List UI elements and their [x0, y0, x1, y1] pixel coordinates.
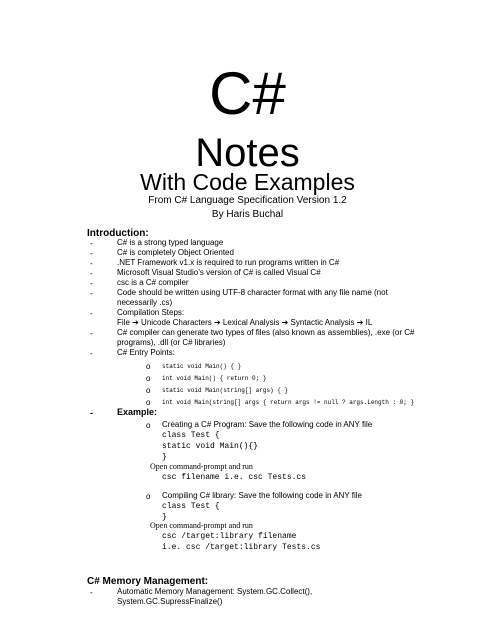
example1-code-line: }: [162, 453, 167, 462]
example1-code-line: class Test {: [162, 431, 220, 440]
example-label: Example:: [117, 407, 158, 417]
bullet-dash: -: [90, 269, 93, 278]
intro-item: C# compiler can generate two types of files (also known as assemblies), .exe (or C#: [117, 328, 415, 337]
example1-note: Open command-prompt and run: [150, 462, 253, 471]
intro-item: Compilation Steps:: [117, 308, 185, 317]
bullet-dash: -: [90, 329, 93, 338]
memory-heading: C# Memory Management:: [87, 576, 209, 587]
bullet-dash: -: [90, 289, 93, 298]
doc-subtitle: Notes: [195, 131, 300, 175]
bullet-dash: -: [90, 309, 93, 318]
example2-code-line: }: [162, 513, 167, 522]
example2-note: Open command-prompt and run: [150, 521, 253, 530]
intro-heading: Introduction:: [87, 228, 149, 239]
example2-cmd: csc /target:library filename: [162, 532, 297, 541]
doc-source: From C# Language Specification Version 1.2: [148, 195, 347, 206]
bullet-circle: o: [146, 362, 151, 371]
memory-item: Automatic Memory Management: System.GC.Collect(),: [117, 587, 313, 596]
intro-item: Microsoft Visual Studio’s version of C# is called Visual C#: [117, 268, 321, 277]
example2-cmd: i.e. csc /target:library Tests.cs: [162, 543, 321, 552]
bullet-circle: o: [146, 492, 151, 501]
example1-title: Creating a C# Program: Save the following code in ANY file: [162, 420, 373, 429]
bullet-dash: -: [90, 588, 93, 597]
intro-item: csc is a C# compiler: [117, 278, 189, 287]
doc-title: C#: [209, 60, 286, 127]
entry-point: static void Main(string[] args) { }: [162, 387, 289, 394]
intro-item: C# is a strong typed language: [117, 238, 224, 247]
example2-code-line: class Test {: [162, 502, 220, 511]
entry-point: int void Main(string[] args { return args != null ? args.Length : 0; }: [162, 399, 415, 406]
doc-author: By Haris Buchal: [211, 209, 284, 220]
intro-item-cont: File ➔ Unicode Characters ➔ Lexical Analysis ➔ Syntactic Analysis ➔ IL: [117, 318, 373, 327]
intro-item: Code should be written using UTF-8 character format with any file name (not: [117, 288, 388, 297]
memory-item-cont: System.GC.SupressFinalize(): [117, 597, 223, 606]
intro-item-cont: programs), .dll (or C# libraries): [117, 338, 226, 347]
bullet-dash: -: [90, 349, 93, 358]
intro-item: .NET Framework v1.x is required to run programs written in C#: [117, 258, 340, 267]
bullet-dash: -: [90, 408, 93, 418]
doc-subtitle-2: With Code Examples: [140, 169, 355, 195]
bullet-dash: -: [90, 259, 93, 268]
intro-item-cont: necessarily .cs): [117, 298, 173, 307]
entry-point: int void Main() { return 0; }: [162, 375, 267, 382]
example1-cmd: csc filename i.e. csc Tests.cs: [162, 473, 307, 482]
bullet-dash: -: [90, 279, 93, 288]
bullet-dash: -: [90, 239, 93, 248]
example1-code-line: static void Main(){}: [162, 442, 259, 451]
bullet-dash: -: [90, 249, 93, 258]
intro-item: C# is completely Object Oriented: [117, 248, 234, 257]
intro-item: C# Entry Points:: [117, 348, 175, 357]
bullet-circle: o: [146, 421, 151, 430]
example2-title: Compiling C# library: Save the following code in ANY file: [162, 491, 362, 500]
bullet-circle: o: [146, 398, 151, 407]
entry-point: static void Main() { }: [162, 363, 242, 370]
bullet-circle: o: [146, 374, 151, 383]
bullet-circle: o: [146, 386, 151, 395]
